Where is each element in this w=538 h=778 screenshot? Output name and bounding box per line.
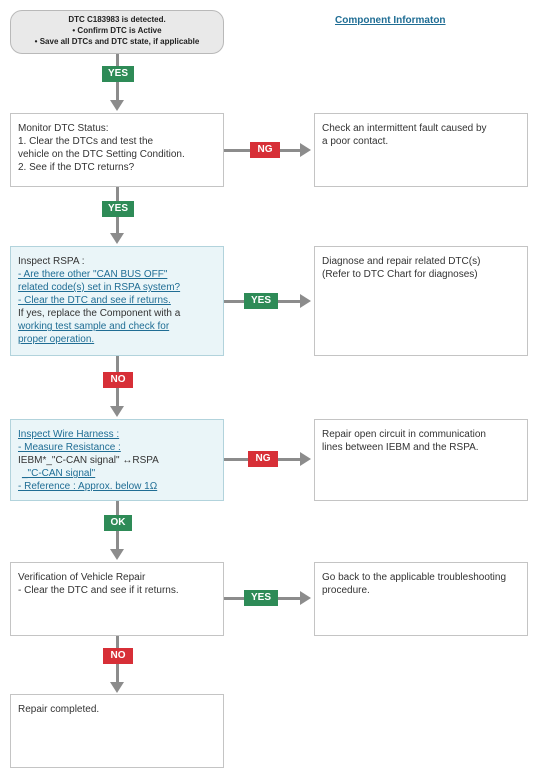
connector-line	[116, 664, 119, 684]
box-link-line[interactable]: Inspect Wire Harness :	[18, 429, 120, 440]
connector-line	[224, 149, 250, 152]
box-link-line[interactable]: proper operation.	[18, 334, 95, 345]
arrow-down-icon	[110, 233, 124, 244]
box-link-line[interactable]: _"C-CAN signal"	[22, 468, 96, 479]
connector-line	[116, 501, 119, 515]
box-line: Repair completed.	[18, 704, 100, 715]
box-line: (Refer to DTC Chart for diagnoses)	[322, 269, 478, 280]
ok-badge: OK	[104, 515, 132, 531]
arrow-right-icon	[300, 294, 311, 308]
diagnose-related-dtc-box	[314, 246, 528, 356]
connector-line	[116, 82, 119, 102]
verification-box	[10, 562, 224, 636]
inspect-wire-harness-box	[10, 419, 224, 501]
yes-badge: YES	[102, 201, 134, 217]
box-line: IEBM*_"C-CAN signal" ↔RSPA	[18, 455, 159, 466]
arrow-right-icon	[300, 143, 311, 157]
box-line: Repair open circuit in communication	[322, 429, 486, 440]
box-link-line[interactable]: working test sample and check for	[18, 321, 170, 332]
arrow-down-icon	[110, 682, 124, 693]
yes-badge: YES	[102, 66, 134, 82]
monitor-dtc-status-box	[10, 113, 224, 187]
start-title: DTC C183983 is detected.	[68, 15, 166, 24]
arrow-right-icon	[300, 452, 311, 466]
box-line: Verification of Vehicle Repair	[18, 572, 146, 583]
yes-badge: YES	[244, 293, 278, 309]
component-information-link[interactable]: Component Informaton	[335, 15, 446, 26]
ng-badge: NG	[250, 142, 280, 158]
connector-line	[278, 458, 302, 461]
box-line: lines between IEBM and the RSPA.	[322, 442, 479, 453]
connector-line	[224, 597, 244, 600]
connector-line	[116, 54, 119, 66]
box-line: 2. See if the DTC returns?	[18, 162, 135, 173]
box-line: Go back to the applicable troubleshooting	[322, 572, 507, 583]
box-link-line[interactable]: - Reference : Approx. below 1Ω	[18, 481, 158, 492]
box-line: Check an intermittent fault caused by	[322, 123, 487, 134]
go-back-box	[314, 562, 528, 636]
arrow-down-icon	[110, 549, 124, 560]
connector-line	[278, 300, 302, 303]
start-line-1: • Confirm DTC is Active	[11, 25, 223, 36]
box-line: a poor contact.	[322, 136, 389, 147]
connector-line	[116, 356, 119, 372]
start-line-2: • Save all DTCs and DTC state, if applicable	[11, 36, 223, 47]
box-line: vehicle on the DTC Setting Condition.	[18, 149, 185, 160]
ng-badge: NG	[248, 451, 278, 467]
repair-open-circuit-box	[314, 419, 528, 501]
connector-line	[116, 388, 119, 408]
box-line: If yes, replace the Component with a	[18, 308, 181, 319]
connector-line	[116, 636, 119, 648]
connector-line	[224, 458, 248, 461]
start-node	[10, 10, 224, 54]
no-badge: NO	[103, 648, 133, 664]
box-line: procedure.	[322, 585, 370, 596]
box-line: - Clear the DTC and see if it returns.	[18, 585, 179, 596]
arrow-right-icon	[300, 591, 311, 605]
yes-badge: YES	[244, 590, 278, 606]
connector-line	[280, 149, 302, 152]
box-link-line[interactable]: related code(s) set in RSPA system?	[18, 282, 181, 293]
box-link-line[interactable]: - Clear the DTC and see if returns.	[18, 295, 171, 306]
connector-line	[116, 187, 119, 201]
connector-line	[278, 597, 302, 600]
repair-completed-box	[10, 694, 224, 768]
connector-line	[224, 300, 244, 303]
box-line: Diagnose and repair related DTC(s)	[322, 256, 481, 267]
box-line: Monitor DTC Status:	[18, 123, 109, 134]
no-badge: NO	[103, 372, 133, 388]
box-link-line[interactable]: - Measure Resistance :	[18, 442, 121, 453]
box-line: 1. Clear the DTCs and test the	[18, 136, 154, 147]
arrow-down-icon	[110, 100, 124, 111]
arrow-down-icon	[110, 406, 124, 417]
connector-line	[116, 531, 119, 551]
inspect-rspa-box	[10, 246, 224, 356]
intermittent-fault-box	[314, 113, 528, 187]
box-line: Inspect RSPA :	[18, 256, 85, 267]
box-link-line[interactable]: - Are there other "CAN BUS OFF"	[18, 269, 168, 280]
